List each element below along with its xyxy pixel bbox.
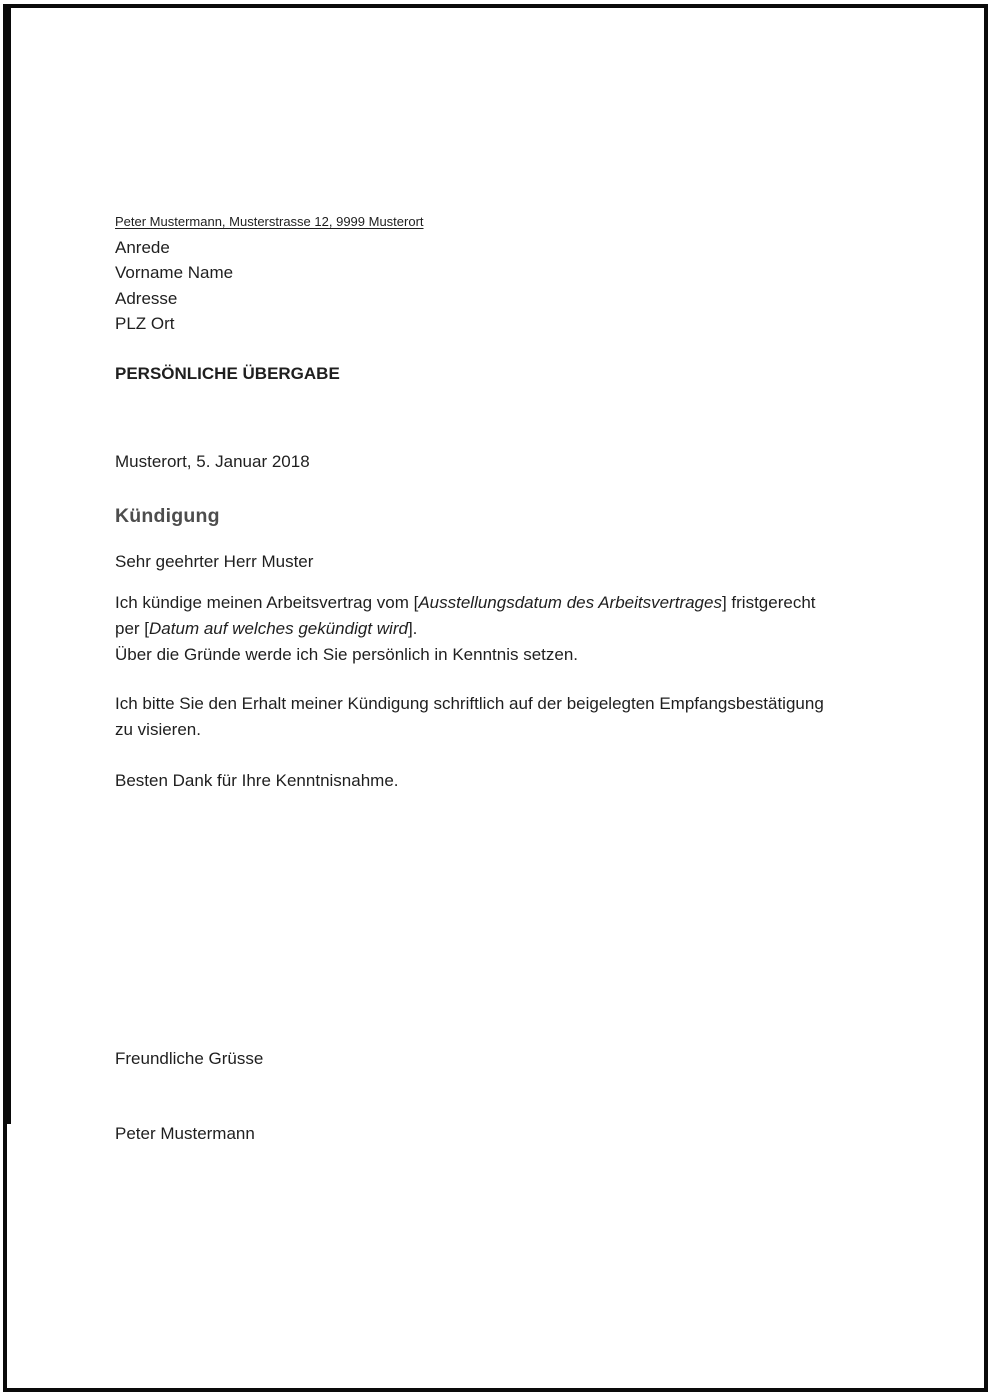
recipient-name-line: Vorname Name (115, 263, 234, 283)
notice-line1-suffix: ] fristgerecht (721, 593, 816, 612)
recipient-city-line: PLZ Ort (115, 314, 175, 334)
notice-line1-prefix: Ich kündige meinen Arbeitsvertrag vom [ (115, 593, 419, 612)
paragraph-confirmation-line1: Ich bitte Sie den Erhalt meiner Kündigung schriftlich auf der beigelegten Empfangsbestätigung (115, 694, 824, 713)
recipient-street-line: Adresse (115, 288, 178, 308)
paragraph-confirmation-line2: zu visieren. (115, 720, 201, 739)
place-date-line: Musterort, 5. Januar 2018 (115, 452, 310, 471)
notice-line2-suffix: ]. (407, 619, 418, 638)
notice-placeholder-termination-date: Datum auf welches gekündigt wird (149, 619, 408, 638)
paragraph-notice (115, 590, 816, 668)
paragraph-notice-line2 (115, 616, 816, 642)
paragraph-notice-line1 (115, 590, 816, 616)
subject-heading: Kündigung (115, 505, 220, 527)
paragraph-confirmation (115, 691, 824, 743)
notice-placeholder-contract-date: Ausstellungsdatum des Arbeitsvertrages (418, 593, 722, 612)
salutation-line: Sehr geehrter Herr Muster (115, 552, 314, 571)
closing-line: Freundliche Grüsse (115, 1049, 264, 1068)
notice-line2-prefix: per [ (115, 619, 150, 638)
recipient-address-block (115, 235, 233, 337)
signature-name: Peter Mustermann (115, 1124, 255, 1143)
recipient-salutation-line: Anrede (115, 238, 170, 257)
paragraph-thanks: Besten Dank für Ihre Kenntnisnahme. (115, 771, 399, 790)
sender-line: Peter Mustermann, Musterstrasse 12, 9999 Musterort (115, 214, 424, 229)
scan-border-left-edge (3, 4, 11, 1124)
paragraph-notice-line3: Über die Gründe werde ich Sie persönlich in Kenntnis setzen. (115, 645, 579, 664)
delivery-note: PERSÖNLICHE ÜBERGABE (115, 364, 340, 383)
